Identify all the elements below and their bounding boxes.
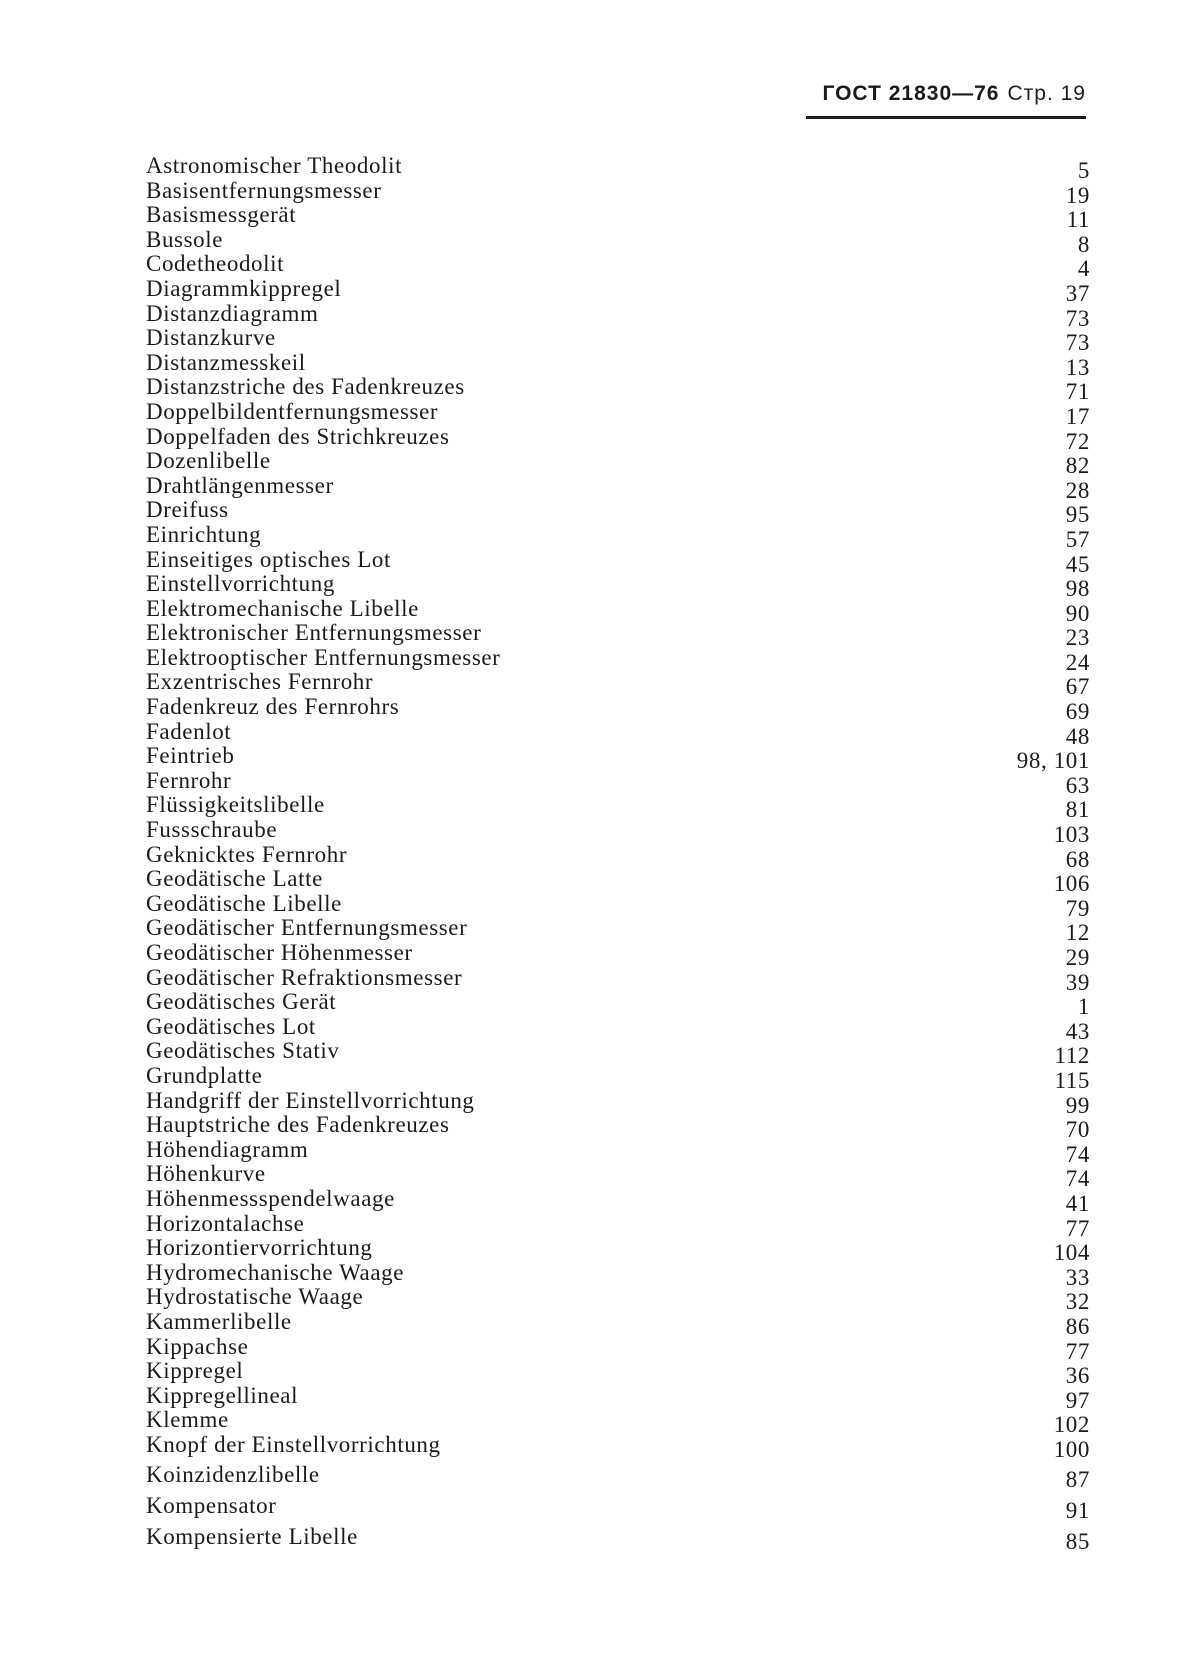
index-reference-number: 79 [1065, 895, 1090, 921]
index-reference-number: 73 [1065, 330, 1090, 356]
index-reference-number: 45 [1065, 551, 1090, 577]
index-reference-number: 106 [1053, 871, 1090, 897]
index-entry [146, 251, 1090, 282]
index-entry [146, 1136, 1090, 1167]
index-term: Elektronischer Entfernungsmesser [146, 620, 482, 646]
index-term: Horizontiervorrichtung [146, 1235, 373, 1261]
index-reference-number: 48 [1065, 723, 1090, 749]
index-reference-number: 33 [1065, 1264, 1090, 1290]
index-entry [146, 1382, 1090, 1413]
index-entry [146, 325, 1090, 356]
index-entry [146, 694, 1090, 725]
index-reference-number: 17 [1065, 403, 1090, 429]
index-term: Handgriff der Einstellvorrichtung [146, 1087, 475, 1113]
index-reference-number: 104 [1053, 1240, 1090, 1266]
index-term: Distanzkurve [146, 325, 276, 351]
index-reference-number: 99 [1065, 1092, 1090, 1118]
index-entry [146, 1038, 1090, 1069]
index-term: Einrichtung [146, 521, 262, 547]
index-term: Hauptstriche des Fadenkreuzes [146, 1112, 450, 1138]
index-entry [146, 398, 1090, 429]
index-entry [146, 1112, 1090, 1143]
index-reference-number: 68 [1065, 846, 1090, 872]
index-entry [146, 448, 1090, 479]
index-reference-number: 86 [1065, 1313, 1090, 1339]
index-reference-number: 39 [1065, 969, 1090, 995]
index-reference-number: 5 [1077, 158, 1090, 183]
index-term: Fadenkreuz des Fernrohrs [146, 694, 400, 720]
index-term: Fernrohr [146, 767, 232, 793]
index-reference-number: 74 [1065, 1166, 1090, 1192]
index-entry [146, 1463, 1090, 1494]
index-reference-number: 102 [1053, 1412, 1090, 1438]
index-entry [146, 349, 1090, 380]
index-term: Kompensator [146, 1493, 277, 1519]
index-entry [146, 1161, 1090, 1192]
page-header [806, 82, 1086, 116]
index-reference-number: 36 [1065, 1363, 1090, 1389]
index-reference-number: 103 [1053, 822, 1090, 848]
index-entry [146, 620, 1090, 651]
index-entry [146, 1284, 1090, 1315]
index-entry [146, 275, 1090, 306]
index-reference-number: 32 [1065, 1289, 1090, 1315]
index-entry [146, 1358, 1090, 1389]
index-reference-number: 98 [1065, 576, 1090, 602]
index-reference-number: 41 [1065, 1190, 1090, 1216]
index-term: Geknicktes Fernrohr [146, 841, 348, 867]
index-term: Knopf der Einstellvorrichtung [146, 1431, 441, 1457]
index-reference-number: 71 [1065, 379, 1090, 405]
index-reference-number: 72 [1065, 428, 1090, 454]
index-reference-number: 98, 101 [1016, 748, 1090, 774]
index-term: Feintrieb [146, 743, 235, 769]
index-entry [146, 300, 1090, 331]
index-term: Flüssigkeitslibelle [146, 792, 325, 818]
index-term: Elektrooptischer Entfernungsmesser [146, 644, 501, 670]
index-entry [146, 177, 1090, 208]
index-term: Fadenlot [146, 718, 232, 744]
index-term: Geodätische Latte [146, 866, 323, 892]
index-reference-number: 77 [1065, 1215, 1090, 1241]
index-term: Geodätischer Refraktionsmesser [146, 964, 463, 990]
index-entry [146, 1062, 1090, 1093]
index-reference-number: 90 [1065, 600, 1090, 626]
index-reference-number: 95 [1065, 502, 1090, 528]
index-term: Distanzdiagramm [146, 300, 319, 326]
index-term: Exzentrisches Fernrohr [146, 669, 374, 695]
index-entry [146, 1494, 1090, 1525]
index-entry [146, 841, 1090, 872]
index-reference-number: 8 [1077, 231, 1090, 257]
index-term: Kompensierte Libelle [146, 1523, 358, 1549]
index-term: Höhenmessspendelwaage [146, 1185, 395, 1211]
index-reference-number: 11 [1066, 207, 1090, 233]
index-entry [146, 1210, 1090, 1241]
index-term: Codetheodolit [146, 251, 285, 277]
index-term: Basismessgerät [146, 202, 297, 228]
index-entry [146, 202, 1090, 233]
index-reference-number: 74 [1065, 1141, 1090, 1167]
index-entry [146, 595, 1090, 626]
index-term: Horizontalachse [146, 1210, 305, 1236]
index-reference-number: 87 [1065, 1467, 1090, 1493]
index-term: Höhenkurve [146, 1161, 266, 1187]
index-entry [146, 718, 1090, 749]
index-reference-number: 100 [1053, 1436, 1090, 1462]
index-entry [146, 1407, 1090, 1438]
index-term: Bussole [146, 226, 224, 252]
index-entry [146, 940, 1090, 970]
index-reference-number: 112 [1054, 1043, 1090, 1069]
alphabetical-index [146, 154, 1090, 1555]
index-term: Höhendiagramm [146, 1136, 309, 1162]
index-term: Koinzidenzlibelle [146, 1462, 320, 1488]
index-reference-number: 37 [1065, 280, 1090, 306]
index-reference-number: 57 [1065, 526, 1090, 552]
index-term: Elektromechanische Libelle [146, 595, 419, 621]
index-term: Geodätischer Höhenmesser [146, 940, 413, 965]
index-entry [146, 497, 1090, 528]
header-rule [806, 116, 1086, 119]
index-term: Kippregel [146, 1358, 244, 1384]
index-term: Klemme [146, 1407, 229, 1433]
index-reference-number: 1 [1077, 994, 1090, 1020]
index-term: Dreifuss [146, 497, 229, 523]
index-entry [146, 1087, 1090, 1118]
index-reference-number: 63 [1065, 772, 1090, 798]
index-term: Doppelbildentfernungsmesser [146, 398, 439, 424]
index-entry [146, 743, 1090, 774]
index-entry [146, 153, 1090, 183]
index-entry [146, 1259, 1090, 1290]
index-entry [146, 915, 1090, 946]
index-term: Einseitiges optisches Lot [146, 546, 391, 572]
index-term: Geodätischer Entfernungsmesser [146, 915, 468, 941]
index-term: Dozenlibelle [146, 448, 271, 474]
index-entry [146, 1235, 1090, 1266]
index-reference-number: 13 [1065, 354, 1090, 380]
index-term: Distanzmesskeil [146, 349, 306, 375]
index-entry [146, 1525, 1090, 1556]
index-entry [146, 989, 1090, 1020]
index-reference-number: 81 [1065, 797, 1090, 823]
index-reference-number: 85 [1065, 1528, 1090, 1554]
index-entry [146, 792, 1090, 823]
index-term: Einstellvorrichtung [146, 571, 335, 597]
index-reference-number: 91 [1065, 1498, 1090, 1524]
index-term: Drahtlängenmesser [146, 472, 334, 498]
index-entry [146, 571, 1090, 602]
index-term: Geodätisches Gerät [146, 989, 337, 1015]
index-reference-number: 24 [1065, 649, 1090, 675]
index-term: Kippachse [146, 1333, 249, 1359]
index-reference-number: 69 [1065, 699, 1090, 725]
index-entry [146, 644, 1090, 675]
index-entry [146, 669, 1090, 700]
index-entry [146, 1185, 1090, 1216]
index-entry [146, 226, 1090, 257]
index-reference-number: 73 [1065, 305, 1090, 331]
index-entry [146, 817, 1090, 848]
page-number: Стр. 19 [1007, 82, 1086, 105]
standard-number: ГОСТ 21830—76 [822, 82, 1000, 105]
index-term: Geodätisches Stativ [146, 1038, 340, 1064]
index-term: Fussschraube [146, 817, 278, 843]
index-entry [146, 1433, 1090, 1464]
index-term: Geodätisches Lot [146, 1013, 316, 1039]
index-entry [146, 964, 1090, 995]
index-reference-number: 28 [1065, 477, 1090, 503]
index-term: Basisentfernungsmesser [146, 177, 382, 203]
index-entry [146, 1333, 1090, 1364]
index-reference-number: 97 [1065, 1387, 1090, 1413]
index-term: Geodätische Libelle [146, 890, 342, 916]
index-term: Kammerlibelle [146, 1308, 292, 1334]
index-reference-number: 29 [1065, 945, 1090, 970]
index-reference-number: 4 [1077, 256, 1090, 282]
index-reference-number: 67 [1065, 674, 1090, 700]
index-reference-number: 82 [1065, 453, 1090, 479]
index-entry [146, 423, 1090, 454]
index-entry [146, 767, 1090, 798]
index-reference-number: 12 [1065, 920, 1090, 946]
index-reference-number: 115 [1054, 1067, 1090, 1093]
index-term: Hydrostatische Waage [146, 1284, 364, 1310]
index-term: Astronomischer Theodolit [146, 153, 403, 178]
index-reference-number: 23 [1065, 625, 1090, 651]
index-reference-number: 77 [1065, 1338, 1090, 1364]
index-term: Doppelfaden des Strichkreuzes [146, 423, 450, 449]
index-reference-number: 19 [1065, 182, 1090, 208]
index-reference-number: 43 [1065, 1018, 1090, 1044]
index-term: Diagrammkippregel [146, 275, 342, 301]
index-entry [146, 1013, 1090, 1044]
index-entry [146, 1308, 1090, 1339]
index-term: Hydromechanische Waage [146, 1259, 405, 1285]
index-entry [146, 521, 1090, 552]
index-term: Kippregellineal [146, 1382, 299, 1408]
index-term: Grundplatte [146, 1062, 263, 1088]
index-entry [146, 890, 1090, 921]
index-entry [146, 546, 1090, 577]
index-entry [146, 374, 1090, 405]
index-entry [146, 472, 1090, 503]
index-term: Distanzstriche des Fadenkreuzes [146, 374, 465, 400]
index-reference-number: 70 [1065, 1117, 1090, 1143]
index-entry [146, 866, 1090, 897]
